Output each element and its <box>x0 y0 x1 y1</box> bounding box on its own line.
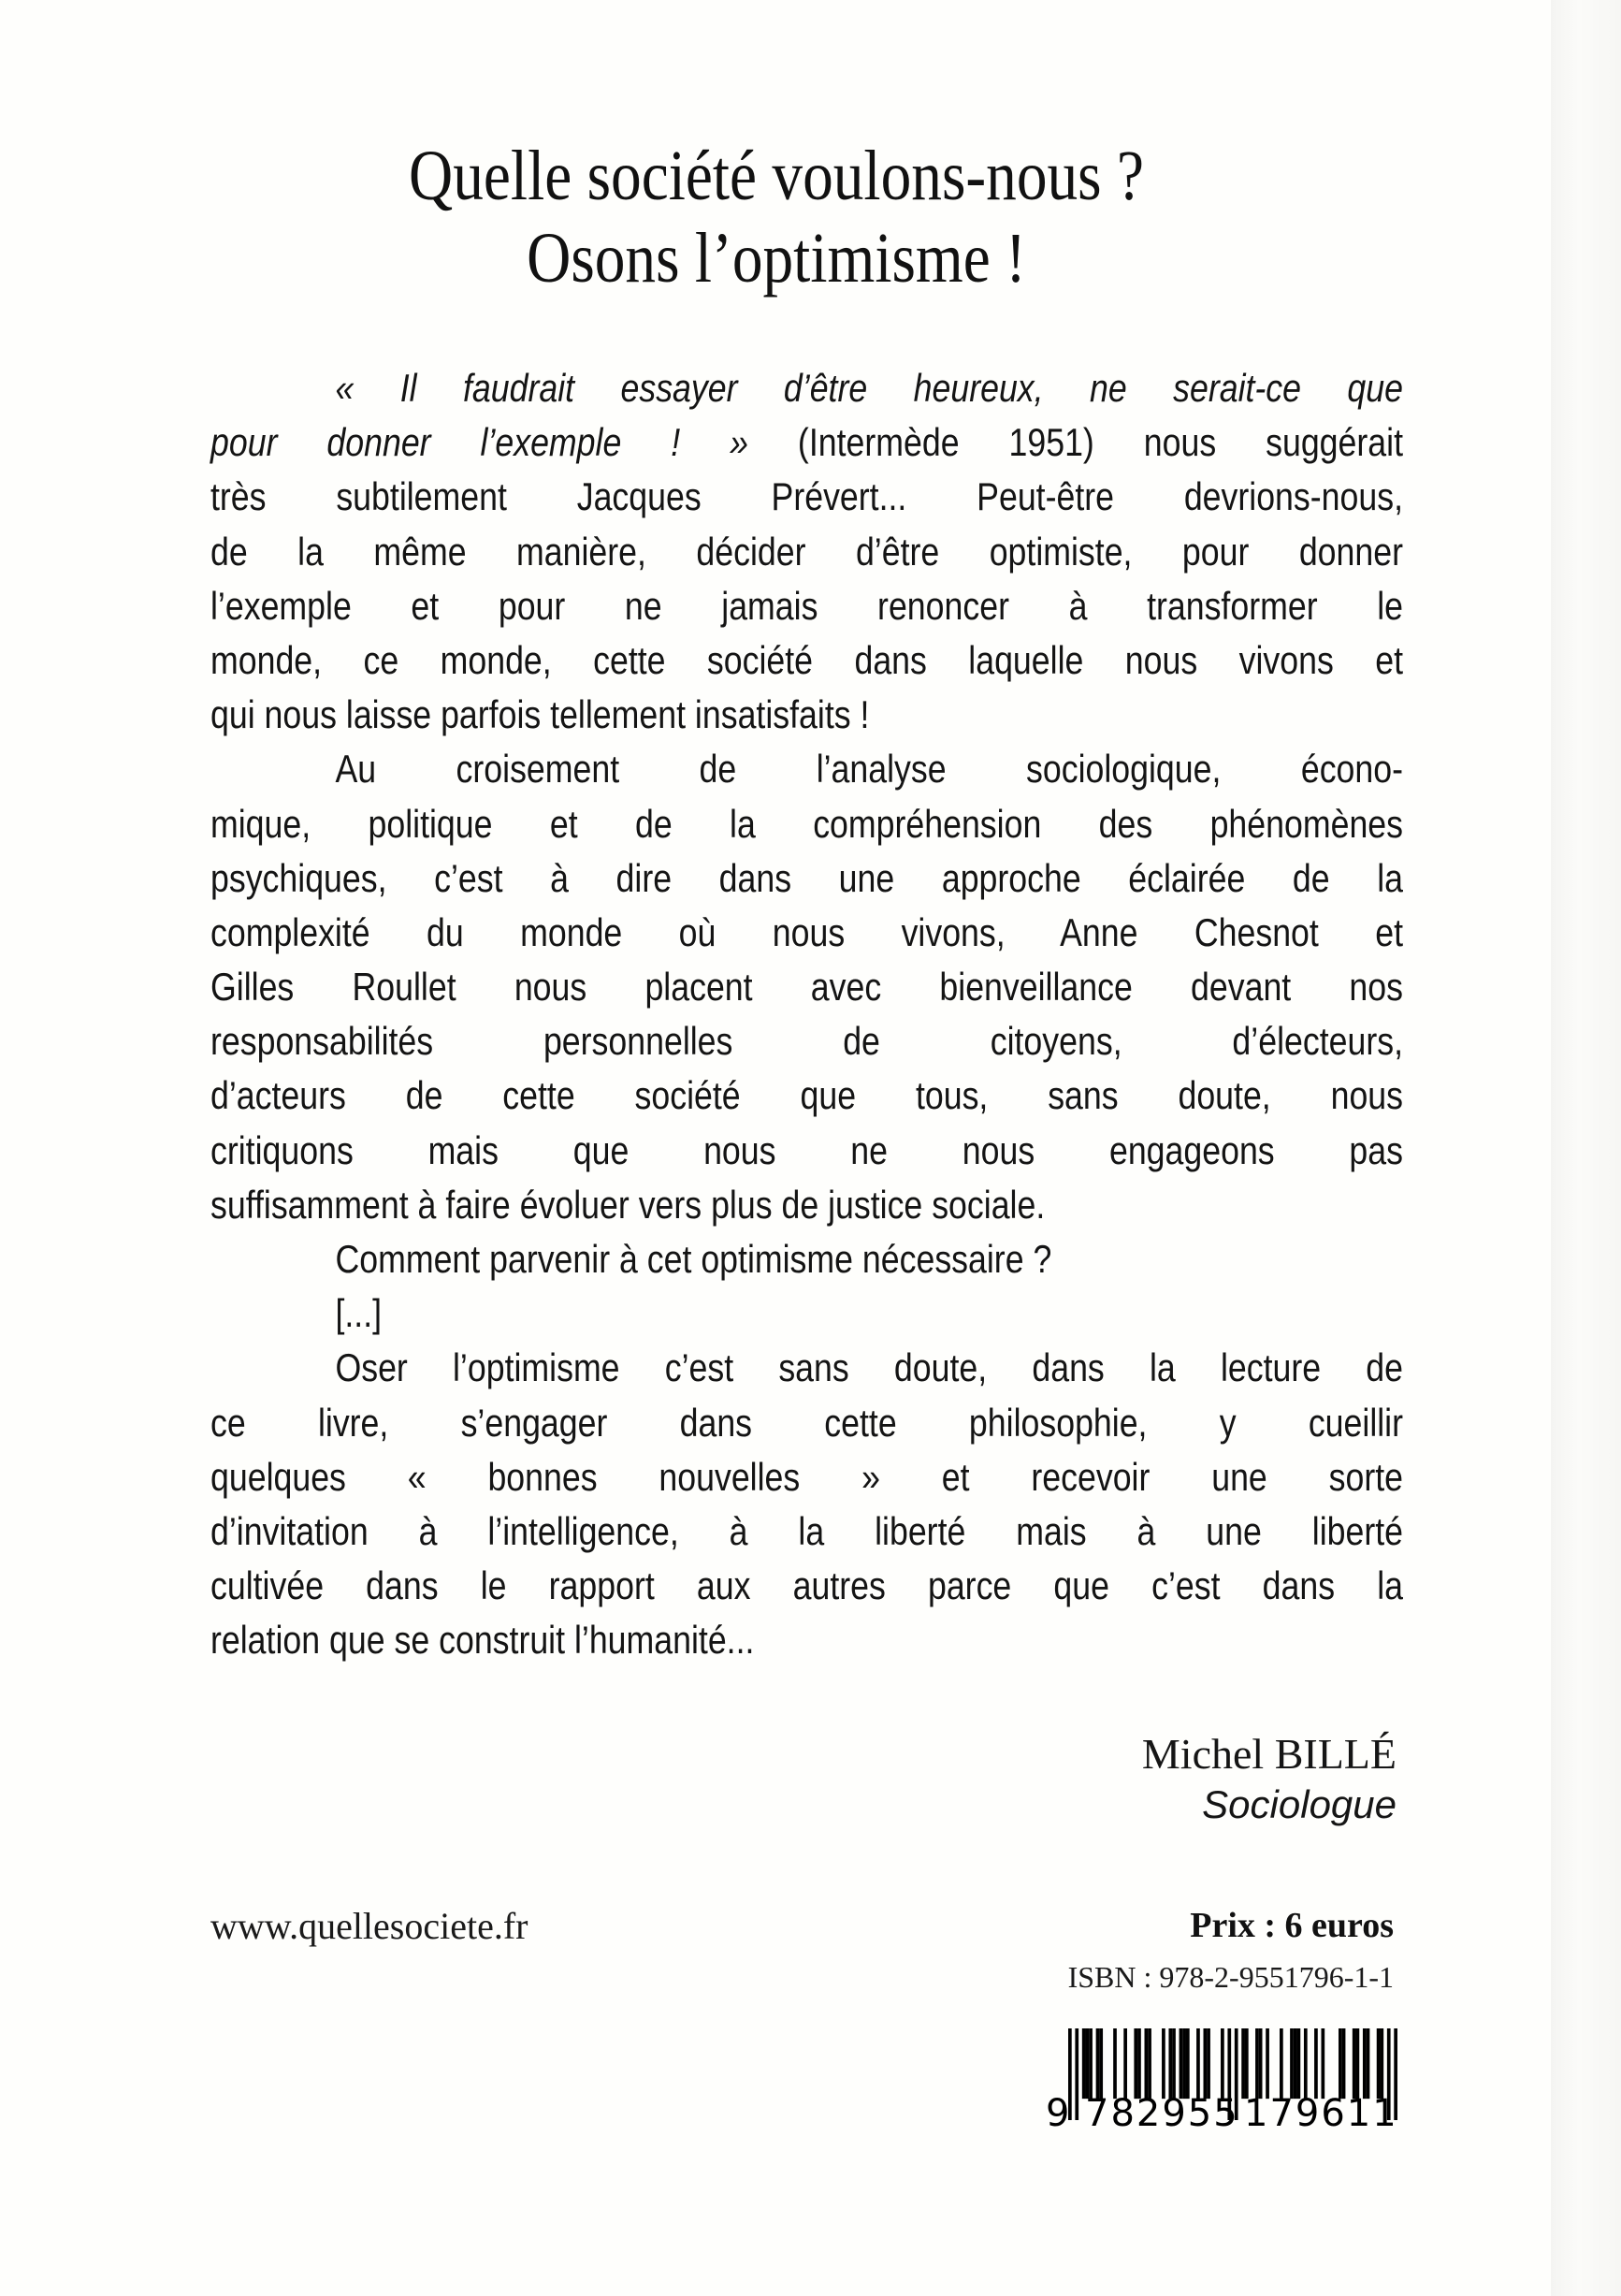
blurb-line <box>210 688 1403 742</box>
line-text: d’invitation à l’intelligence, à la liberté mais à une liberté <box>210 1508 1403 1553</box>
line-text: critiquons mais que nous ne nous engageons pas <box>210 1127 1403 1172</box>
website-url[interactable]: www.quellesociete.fr <box>210 1905 528 1947</box>
line-text: qui nous laisse parfois tellement insatisfaits ! <box>210 692 870 737</box>
blurb-line <box>210 851 1403 906</box>
line-text: Gilles Roullet nous placent avec bienveillance devant nos <box>210 965 1403 1010</box>
blurb-line <box>210 742 1403 796</box>
title-line-2: Osons l’optimisme ! <box>527 219 1026 298</box>
barcode-left-digits: 782955 <box>1085 2092 1239 2135</box>
blurb-line <box>210 1286 1403 1341</box>
blurb-line <box>210 1068 1403 1123</box>
blurb-line <box>210 1341 1403 1395</box>
line-text: quelques « bonnes nouvelles » et recevoir une sorte <box>210 1454 1403 1499</box>
signature-role: Sociologue <box>1202 1782 1397 1826</box>
line-text: psychiques, c’est à dire dans une approche éclairée de la <box>210 855 1403 900</box>
line-text: monde, ce monde, cette société dans laquelle nous vivons et <box>210 637 1403 682</box>
line-text: mique, politique et de la compréhension des phénomènes <box>210 801 1403 846</box>
line-text: d’acteurs de cette société que tous, sans doute, nous <box>210 1073 1403 1118</box>
blurb-line <box>210 1450 1403 1504</box>
blurb-line <box>210 1504 1403 1559</box>
barcode-first-digit: 9 <box>1046 2092 1072 2135</box>
cover-edge-shadow <box>1551 0 1621 2296</box>
line-text: très subtilement Jacques Prévert... Peut-être devrions-nous, <box>210 474 1403 519</box>
line-text: (Intermède 1951) nous suggérait <box>747 420 1403 465</box>
blurb-line <box>210 525 1403 579</box>
price-label: Prix : 6 euros <box>1190 1906 1394 1945</box>
line-text: relation que se construit l’humanité... <box>210 1618 755 1663</box>
isbn-label: ISBN : 978-2-9551796-1-1 <box>1067 1960 1394 1994</box>
blurb-line <box>210 797 1403 851</box>
line-text: responsabilités personnelles de citoyens, d’électeurs, <box>210 1019 1403 1064</box>
blurb-line <box>210 1232 1403 1286</box>
blurb-line <box>210 470 1403 524</box>
line-text: Au croisement de l’analyse sociologique, écono- <box>335 747 1404 792</box>
blurb-line <box>210 415 1403 470</box>
blurb-line <box>210 906 1403 960</box>
blurb-line <box>210 1559 1403 1613</box>
line-text: l’exemple et pour ne jamais renoncer à transformer le <box>210 583 1403 628</box>
blurb-line <box>210 1396 1403 1450</box>
line-text: ce livre, s’engager dans cette philosophie, y cueillir <box>210 1400 1403 1445</box>
blurb-line <box>210 1613 1403 1667</box>
line-text: suffisamment à faire évoluer vers plus de justice sociale. <box>210 1182 1046 1227</box>
blurb-text <box>210 361 1403 1668</box>
line-text: [...] <box>335 1291 383 1336</box>
quote-text: pour donner l’exemple ! » <box>210 420 748 465</box>
blurb-line <box>210 1124 1403 1178</box>
line-text: cultivée dans le rapport aux autres parce que c’est dans la <box>210 1563 1403 1608</box>
line-text: de la même manière, décider d’être optimiste, pour donner <box>210 529 1403 574</box>
line-text: Comment parvenir à cet optimisme nécessaire ? <box>335 1237 1052 1281</box>
blurb-line <box>210 579 1403 633</box>
line-text: complexité du monde où nous vivons, Anne Chesnot et <box>210 909 1403 954</box>
blurb-line <box>210 960 1403 1014</box>
blurb-line <box>210 1014 1403 1068</box>
blurb-line <box>210 1178 1403 1232</box>
quote-text: « Il faudrait essayer d’être heureux, ne serait-ce que <box>335 366 1404 410</box>
barcode-right-digits: 179611 <box>1244 2092 1398 2135</box>
blurb-line <box>210 633 1403 688</box>
blurb-line <box>210 361 1403 415</box>
title-line-1: Quelle société voulons-nous ? <box>409 137 1144 215</box>
signature-name: Michel BILLÉ <box>1141 1730 1397 1778</box>
line-text: Oser l’optimisme c’est sans doute, dans la lecture de <box>335 1345 1404 1390</box>
